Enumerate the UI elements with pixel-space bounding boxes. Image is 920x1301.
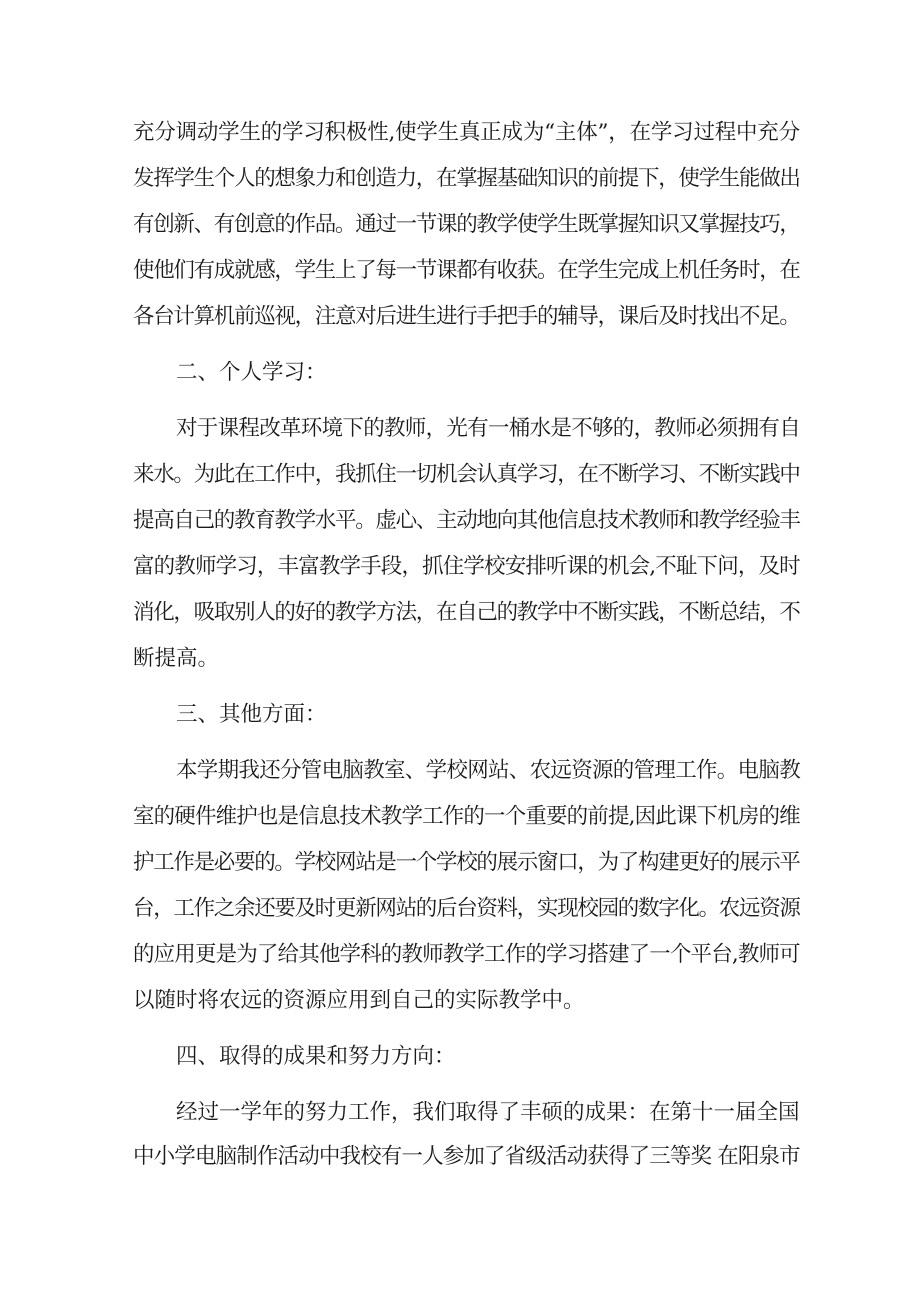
- text-line: 经过一学年的努力工作，我们取得了丰硕的成果：在第十一届全国: [176, 1100, 800, 1125]
- section-heading: 四、取得的成果和努力方向：: [176, 1044, 456, 1069]
- text-line: 充分调动学生的学习积极性,使学生真正成为“主体”，在学习过程中充分: [133, 120, 800, 145]
- text-line: 的应用更是为了给其他学科的教师教学工作的学习搭建了一个平台,教师可: [133, 942, 800, 967]
- text-line: 以随时将农远的资源应用到自己的实际教学中。: [133, 988, 585, 1013]
- text-line: 提高自己的教育教学水平。虚心、主动地向其他信息技术教师和教学经验丰: [133, 508, 800, 533]
- text-line: 有创新、有创意的作品。通过一节课的教学使学生既掌握知识又掌握技巧，: [133, 212, 800, 237]
- text-line: 中小学电脑制作活动中我校有一人参加了省级活动获得了三等奖 在阳泉市: [133, 1144, 800, 1169]
- text-line: 发挥学生个人的想象力和创造力，在掌握基础知识的前提下，使学生能做出: [133, 166, 800, 191]
- text-line: 来水。为此在工作中，我抓住一切机会认真学习，在不断学习、不断实践中: [133, 462, 800, 487]
- text-line: 断提高。: [133, 646, 220, 671]
- text-line: 消化，吸取别人的好的教学方法，在自己的教学中不断实践，不断总结，不: [133, 600, 800, 625]
- text-line: 护工作是必要的。学校网站是一个学校的展示窗口，为了构建更好的展示平: [133, 850, 800, 875]
- text-line: 富的教师学习，丰富教学手段，抓住学校安排听课的机会,不耻下问，及时: [133, 554, 800, 579]
- text-line: 使他们有成就感，学生上了每一节课都有收获。在学生完成上机任务时，在: [133, 258, 800, 283]
- text-line: 室的硬件维护也是信息技术教学工作的一个重要的前提,因此课下机房的维: [133, 804, 800, 829]
- section-heading: 二、个人学习：: [176, 360, 327, 385]
- text-line: 台，工作之余还要及时更新网站的后台资料，实现校园的数字化。农远资源: [133, 896, 800, 921]
- text-line: 各台计算机前巡视，注意对后进生进行手把手的辅导，课后及时找出不足。: [133, 304, 800, 329]
- text-line: 本学期我还分管电脑教室、学校网站、农远资源的管理工作。电脑教: [176, 758, 801, 783]
- section-heading: 三、其他方面：: [176, 702, 327, 727]
- text-line: 对于课程改革环境下的教师，光有一桶水是不够的，教师必须拥有自: [176, 416, 801, 441]
